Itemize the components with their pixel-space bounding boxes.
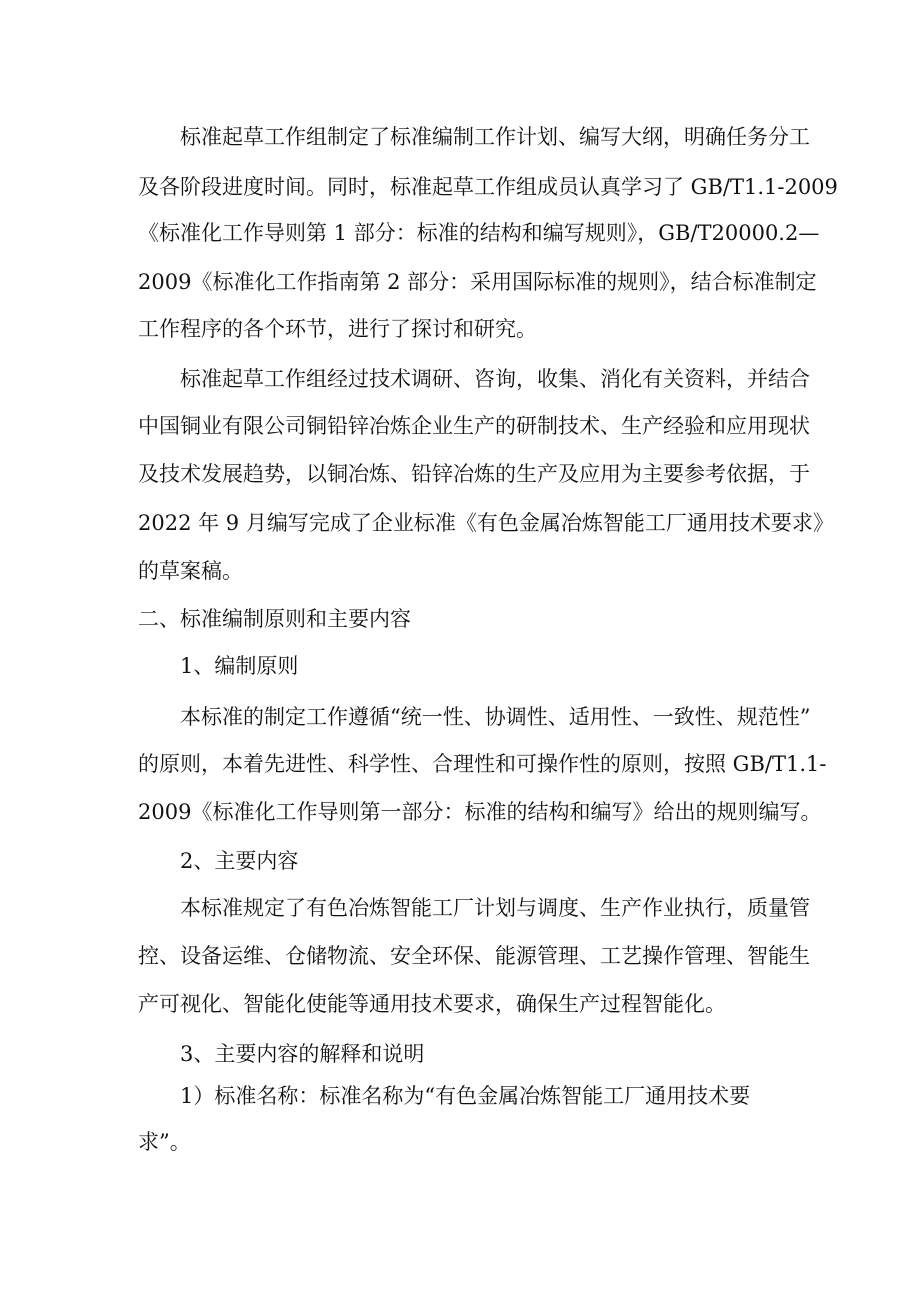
paragraph-line: 工作程序的各个环节，进行了探讨和研究。 xyxy=(138,317,537,341)
paragraph-line: 《标准化工作导则第 1 部分：标准的结构和编写规则》，GB/T20000.2— xyxy=(138,221,820,245)
paragraph-line: 的原则，本着先进性、科学性、合理性和可操作性的原则，按照 GB/T1.1- xyxy=(138,752,827,776)
paragraph-line: 及技术发展趋势，以铜冶炼、铅锌冶炼的生产及应用为主要参考依据，于 xyxy=(138,462,810,486)
paragraph-line: 1）标准名称：标准名称为“有色金属冶炼智能工厂通用技术要 xyxy=(180,1084,751,1108)
section-heading: 二、标准编制原则和主要内容 xyxy=(138,607,411,631)
paragraph-line: 的草案稿。 xyxy=(138,559,243,583)
paragraph-line: 本标准规定了有色冶炼智能工厂计划与调度、生产作业执行，质量管 xyxy=(180,896,810,920)
paragraph-line: 本标准的制定工作遵循“统一性、协调性、适用性、一致性、规范性” xyxy=(180,705,811,729)
paragraph-line: 控、设备运维、仓储物流、安全环保、能源管理、工艺操作管理、智能生 xyxy=(138,944,810,968)
subsection-heading: 3、主要内容的解释和说明 xyxy=(180,1042,425,1066)
paragraph-line: 标准起草工作组制定了标准编制工作计划、编写大纲，明确任务分工 xyxy=(180,125,810,149)
paragraph-line: 标准起草工作组经过技术调研、咨询，收集、消化有关资料，并结合 xyxy=(180,367,810,391)
subsection-heading: 2、主要内容 xyxy=(180,849,299,873)
paragraph-line: 及各阶段进度时间。同时，标准起草工作组成员认真学习了 GB/T1.1-2009 xyxy=(138,175,838,199)
paragraph-line: 2022 年 9 月编写完成了企业标准《有色金属冶炼智能工厂通用技术要求》 xyxy=(138,511,834,535)
paragraph-line: 中国铜业有限公司铜铅锌冶炼企业生产的研制技术、生产经验和应用现状 xyxy=(138,414,810,438)
paragraph-line: 2009《标准化工作指南第 2 部分：采用国际标准的规则》，结合标准制定 xyxy=(138,270,817,294)
paragraph-line: 2009《标准化工作导则第一部分：标准的结构和编写》给出的规则编写。 xyxy=(138,800,822,824)
paragraph-line: 求”。 xyxy=(138,1130,191,1154)
paragraph-line: 产可视化、智能化使能等通用技术要求，确保生产过程智能化。 xyxy=(138,992,726,1016)
subsection-heading: 1、编制原则 xyxy=(180,654,299,678)
